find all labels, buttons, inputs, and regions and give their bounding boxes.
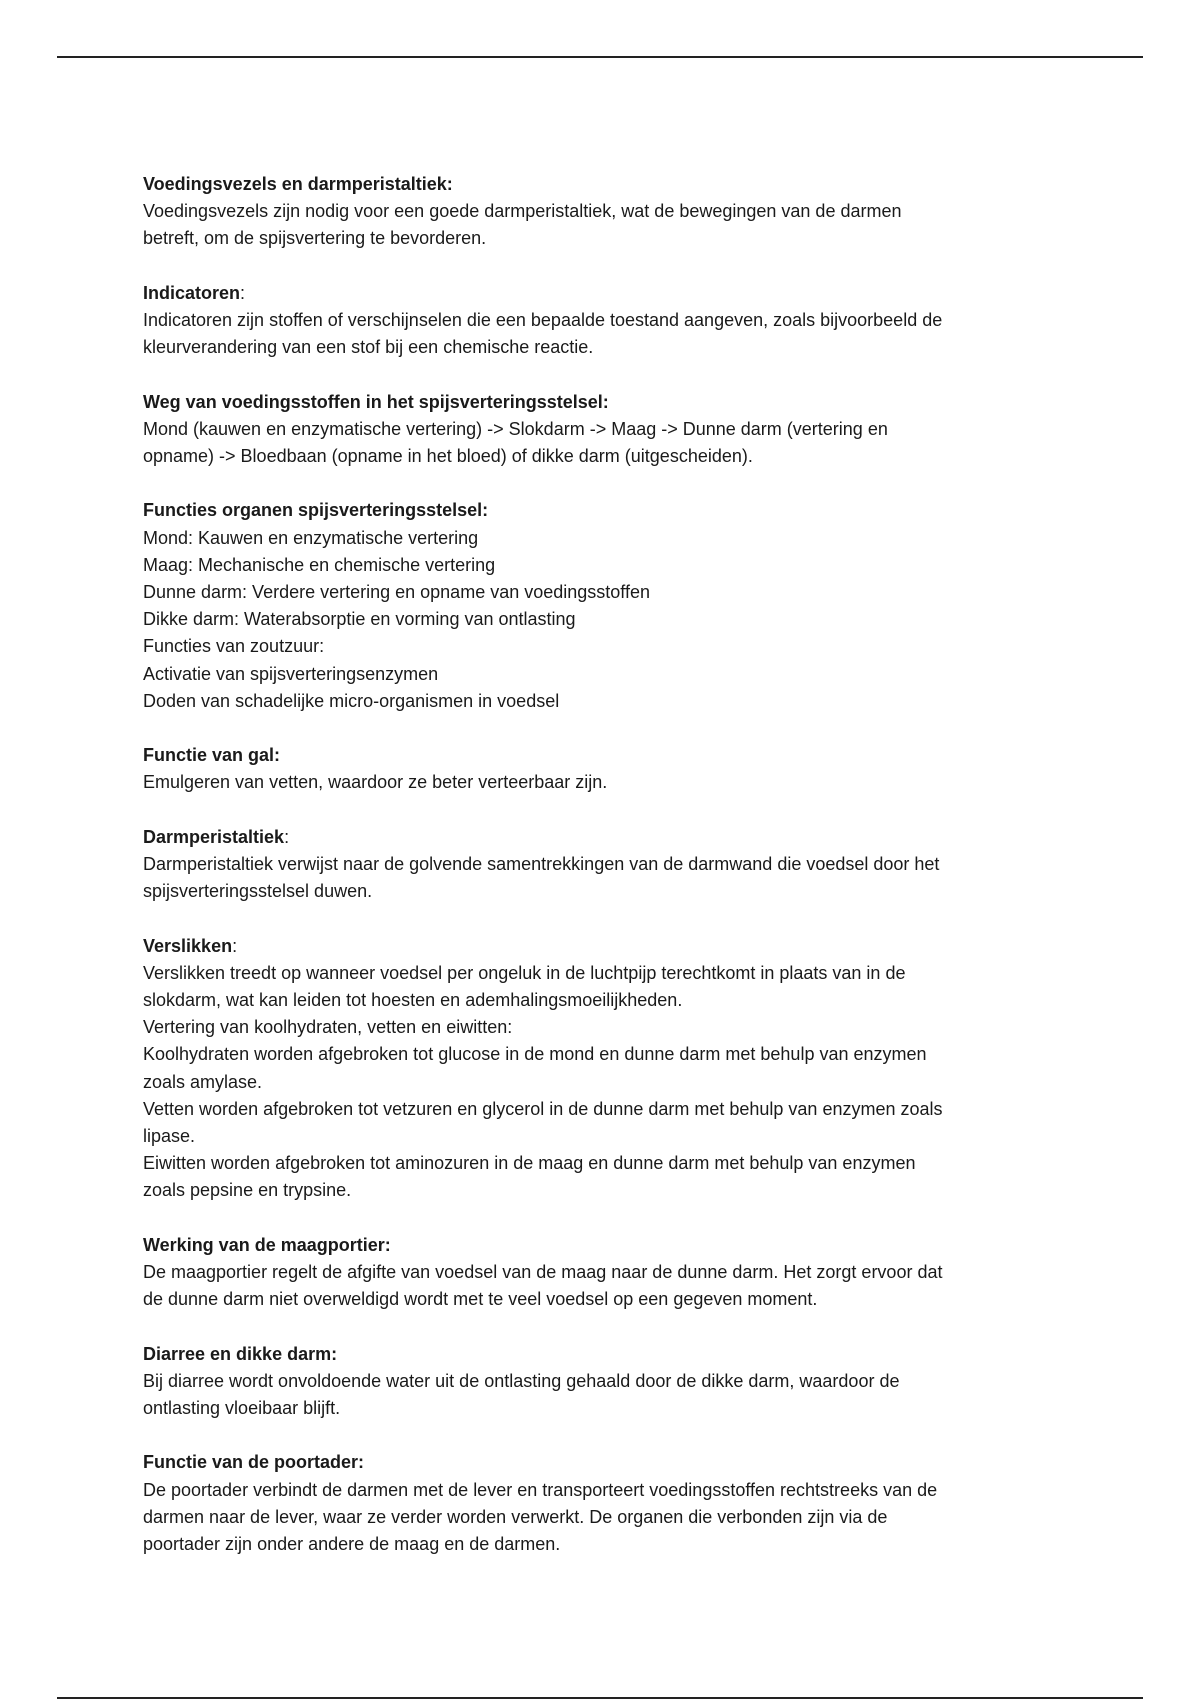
body-text-line: De maagportier regelt de afgifte van voedsel van de maag naar de dunne darm. Het zorgt ervoor dat [143,1262,943,1283]
section-heading-colon: : [240,282,246,303]
body-text-line: opname) -> Bloedbaan (opname in het bloed) of dikke darm (uitgescheiden). [143,446,753,466]
body-text-line: Mond (kauwen en enzymatische vertering) -> Slokdarm -> Maag -> Dunne darm (vertering en [143,418,888,439]
body-text-line: Dikke darm: Waterabsorptie en vorming van ontlasting [143,609,576,630]
section-heading-text: Functies organen spijsverteringsstelsel: [143,500,489,521]
section [143,280,1073,362]
section-heading-text: Indicatoren [143,282,241,303]
section-heading [143,933,1073,960]
bottom-rule [57,1697,1143,1699]
section-heading [143,280,1073,307]
body-text-line: poortader zijn onder andere de maag en de darmen. [143,1534,561,1555]
body-text-line: Dunne darm: Verdere vertering en opname van voedingsstoffen [143,582,650,602]
body-text-line: Indicatoren zijn stoffen of verschijnselen die een bepaalde toestand aangeven, zoals bijvoorbeeld de [143,310,943,330]
body-text-line: darmen naar de lever, waar ze verder worden verwerkt. De organen die verbonden zijn via de [143,1506,888,1527]
section-heading-text: Darmperistaltiek [143,826,285,847]
section-heading [143,1232,1073,1259]
section [143,933,1073,1205]
body-text-line: slokdarm, wat kan leiden tot hoesten en ademhalingsmoeilijkheden. [143,990,683,1010]
body-text-line: spijsverteringsstelsel duwen. [143,881,373,902]
top-rule [57,56,1143,58]
body-text-line: De poortader verbindt de darmen met de lever en transporteert voedingsstoffen rechtstreeks van de [143,1479,938,1500]
section [143,1449,1073,1558]
body-text-line: Vetten worden afgebroken tot vetzuren en glycerol in de dunne darm met behulp van enzymen zoals [143,1098,943,1119]
section-heading-colon: : [232,935,238,956]
body-text-line: zoals pepsine en trypsine. [143,1180,352,1201]
document-body [143,171,1073,1585]
body-text-line: Emulgeren van vetten, waardoor ze beter verteerbaar zijn. [143,772,608,793]
body-text-line: Verslikken treedt op wanneer voedsel per ongeluk in de luchtpijp terechtkomt in plaats van in de [143,962,906,983]
section-heading-text: Werking van de maagportier: [143,1234,391,1255]
section [143,389,1073,471]
body-text-line: de dunne darm niet overweldigd wordt met te veel voedsel op een gegeven moment. [143,1289,818,1310]
body-text-line: zoals amylase. [143,1071,263,1092]
body-text-line: lipase. [143,1126,196,1147]
body-text-line: Darmperistaltiek verwijst naar de golvende samentrekkingen van de darmwand die voedsel door het [143,854,940,874]
body-text-line: Vertering van koolhydraten, vetten en eiwitten: [143,1017,513,1038]
body-text-line: Activatie van spijsverteringsenzymen [143,663,439,684]
body-text-line: Koolhydraten worden afgebroken tot glucose in de mond en dunne darm met behulp van enzymen [143,1044,927,1065]
section-heading [143,497,1073,524]
body-text-line: Voedingsvezels zijn nodig voor een goede darmperistaltiek, wat de bewegingen van de darmen [143,201,902,222]
section-heading [143,824,1073,851]
body-text-line: Doden van schadelijke micro-organismen in voedsel [143,690,560,711]
section [143,824,1073,906]
section-heading-text: Functie van de poortader: [143,1452,365,1473]
body-text-line: kleurverandering van een stof bij een chemische reactie. [143,337,594,358]
body-text-line: betreft, om de spijsvertering te bevorderen. [143,228,487,249]
section [143,1232,1073,1314]
section-heading-text: Weg van voedingsstoffen in het spijsverteringsstelsel: [143,391,609,412]
section [143,497,1073,715]
section [143,1341,1073,1423]
body-text-line: Eiwitten worden afgebroken tot aminozuren in de maag en dunne darm met behulp van enzymen [143,1153,916,1174]
body-text-line: ontlasting vloeibaar blijft. [143,1398,341,1419]
body-text-line: Functies van zoutzuur: [143,636,325,657]
section [143,171,1073,253]
section-heading [143,171,1073,198]
section [143,742,1073,796]
section-heading [143,389,1073,416]
body-text-line: Mond: Kauwen en enzymatische vertering [143,527,479,548]
section-heading-colon: : [284,826,290,847]
body-text-line: Maag: Mechanische en chemische vertering [143,554,496,575]
section-heading-text: Verslikken [143,935,233,956]
section-heading-text: Diarree en dikke darm: [143,1343,338,1364]
section-heading [143,1341,1073,1368]
section-heading-text: Functie van gal: [143,745,281,766]
body-text-line: Bij diarree wordt onvoldoende water uit de ontlasting gehaald door de dikke darm, waardoor de [143,1370,900,1391]
section-heading [143,1449,1073,1476]
section-heading [143,742,1073,769]
section-heading-text: Voedingsvezels en darmperistaltiek: [143,174,453,194]
